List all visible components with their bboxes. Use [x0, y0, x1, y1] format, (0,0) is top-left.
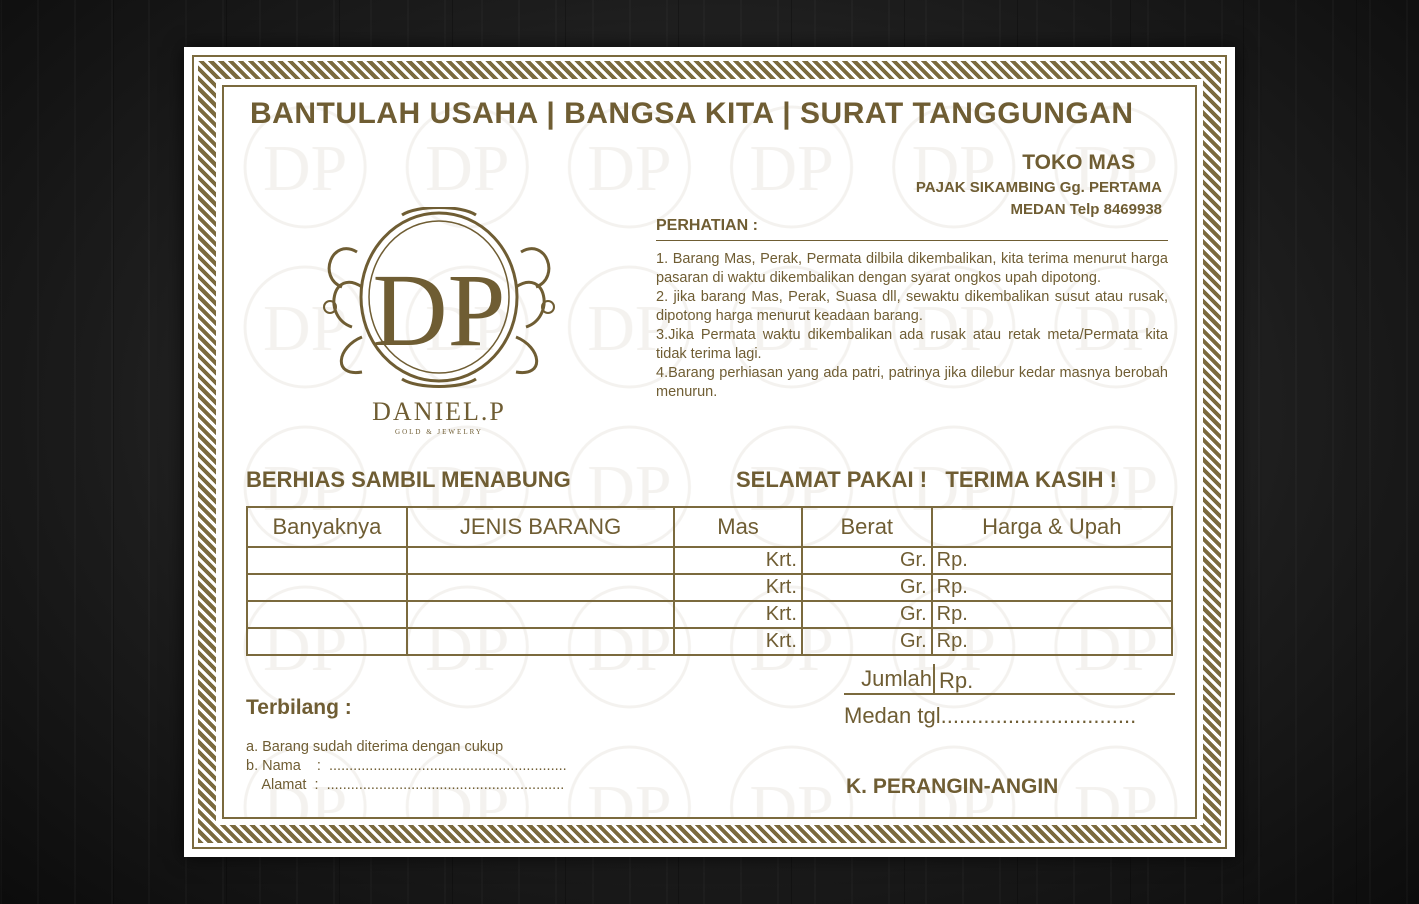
price-cell[interactable]: Rp.: [932, 547, 1172, 574]
notice-item: 2. jika barang Mas, Perak, Suasa dll, sewaktu dikembalikan susut atau rusak, dipotong harga menurut keadaan barang.: [656, 289, 1168, 324]
price-cell[interactable]: Rp.: [932, 601, 1172, 628]
quantity-cell[interactable]: [247, 574, 407, 601]
table-header-row: [247, 507, 1172, 547]
table-row: [247, 601, 1172, 628]
item-type-cell[interactable]: [407, 547, 674, 574]
amount-in-words-label: Terbilang :: [246, 696, 352, 719]
place-date-line[interactable]: Medan tgl................................: [844, 703, 1137, 728]
karat-cell[interactable]: Krt.: [674, 574, 802, 601]
shop-city-phone: MEDAN Telp 8469938: [1010, 201, 1162, 218]
table-row: [247, 574, 1172, 601]
weight-cell[interactable]: Gr.: [802, 601, 932, 628]
price-cell[interactable]: Rp.: [932, 628, 1172, 655]
total-divider: [933, 664, 935, 694]
receipt-card: [184, 47, 1235, 857]
column-header-item-type: JENIS BARANG: [407, 507, 674, 547]
notice-list: [656, 250, 1168, 402]
notice-item: 1. Barang Mas, Perak, Permata dilbila dikembalikan, kita terima menurut harga pasaran di waktu dikembalikan dengan syarat ongkos upah dipotong.: [656, 251, 1168, 286]
weight-cell[interactable]: Gr.: [802, 628, 932, 655]
total-currency: Rp.: [939, 668, 974, 693]
karat-cell[interactable]: Krt.: [674, 601, 802, 628]
total-label: Jumlah: [861, 666, 932, 691]
weight-cell[interactable]: Gr.: [802, 574, 932, 601]
notice-item: 3.Jika Permata waktu dikembalikan ada rusak atau retak meta/Permata kita tidak terima lagi.: [656, 327, 1168, 362]
item-type-cell[interactable]: [407, 574, 674, 601]
table-row: [247, 547, 1172, 574]
column-header-weight: Berat: [802, 507, 932, 547]
karat-cell[interactable]: Krt.: [674, 547, 802, 574]
brand-tagline: GOLD & JEWELRY: [395, 428, 483, 436]
column-header-quantity: Banyaknya: [247, 507, 407, 547]
table-row: [247, 628, 1172, 655]
slogan-right: SELAMAT PAKAI ! TERIMA KASIH !: [736, 467, 1117, 492]
logo-monogram: DP: [372, 253, 506, 368]
item-type-cell[interactable]: [407, 628, 674, 655]
shop-address: PAJAK SIKAMBING Gg. PERTAMA: [915, 179, 1162, 196]
notice-title: PERHATIAN :: [656, 217, 758, 234]
column-header-karat: Mas: [674, 507, 802, 547]
karat-cell[interactable]: Krt.: [674, 628, 802, 655]
name-field[interactable]: b. Nama : ...........................................................: [246, 758, 567, 774]
items-table: [246, 506, 1173, 656]
weight-cell[interactable]: Gr.: [802, 547, 932, 574]
brand-name: DANIEL.P: [372, 397, 506, 426]
slogan-left: BERHIAS SAMBIL MENABUNG: [246, 467, 571, 492]
total-underline: [844, 693, 1175, 695]
signer-name: K. PERANGIN-ANGIN: [846, 775, 1059, 798]
received-statement: a. Barang sudah diterima dengan cukup: [246, 739, 504, 755]
page-title: BANTULAH USAHA | BANGSA KITA | SURAT TANGGUNGAN: [250, 97, 1134, 130]
quantity-cell[interactable]: [247, 547, 407, 574]
notice-divider: [656, 240, 1168, 241]
quantity-cell[interactable]: [247, 628, 407, 655]
shop-name: TOKO MAS: [1022, 151, 1135, 174]
item-type-cell[interactable]: [407, 601, 674, 628]
column-header-price: Harga & Upah: [932, 507, 1172, 547]
address-field[interactable]: Alamat : ...........................................................: [246, 777, 565, 793]
notice-item: 4.Barang perhiasan yang ada patri, patrinya jika dilebur kedar masnya berobah menurun.: [656, 365, 1168, 400]
quantity-cell[interactable]: [247, 601, 407, 628]
price-cell[interactable]: Rp.: [932, 574, 1172, 601]
